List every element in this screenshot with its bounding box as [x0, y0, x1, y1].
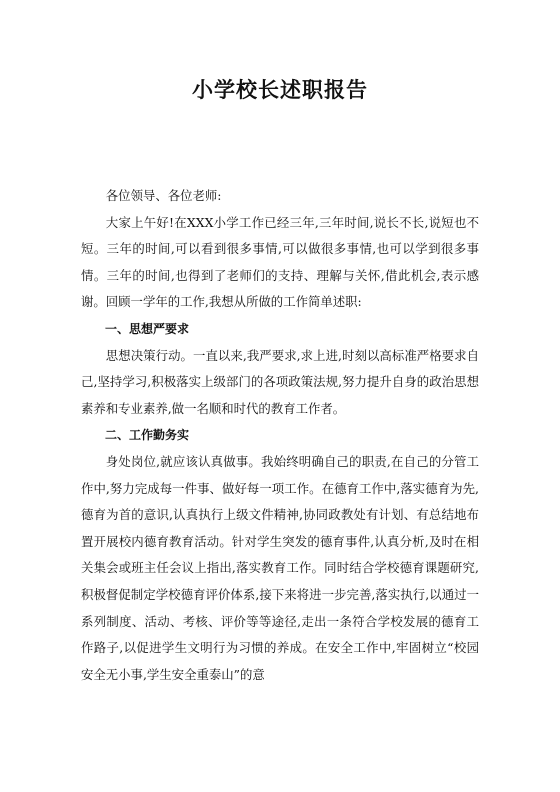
- intro-paragraph: 大家上午好!在XXX小学工作已经三年,三年时间,说长不长,说短也不短。三年的时间,可以看到很多事情,可以做很多事情,也可以学到很多事情。三年的时间,也得到了老师们的支持、理解与关怀,借此机会,表示感谢。回顾一学年的工作,我想从所做的工作简单述职:: [81, 214, 479, 310]
- section-heading-2: 二、工作勤务实: [105, 428, 190, 443]
- document-body: [81, 183, 479, 688]
- document-title: 小学校长述职报告: [192, 77, 368, 102]
- section-body-2: 身处岗位,就应该认真做事。我始终明确自己的职责,在自己的分管工作中,努力完成每一件事、做好每一项工作。在德育工作中,落实德育为先,德育为首的意识,认真执行上级文件精神,协同政教处有计划、有总结地布置开展校内德育教育活动。针对学生突发的德育事件,认真分析,及时在相关集会或班主任会议上指出,落实教育工作。同时结合学校德育课题研究,积极督促制定学校德育评价体系,接下来将进一步完善,落实执行,以通过一系列制度、活动、考核、评价等等途径,走出一条符合学校发展的德育工作路子,以促进学生文明行为习惯的养成。在安全工作中,牢固树立“校园安全无小事,学生安全重泰山”的意: [81, 453, 479, 682]
- section-heading-1: 一、思想严要求: [105, 321, 190, 336]
- section-body-1: 思想决策行动。一直以来,我严要求,求上进,时刻以高标准严格要求自己,坚持学习,积极落实上级部门的各项政策法规,努力提升自身的政治思想素养和专业素养,做一名顺和时代的教育工作者。: [81, 347, 479, 416]
- salutation: 各位领导、各位老师:: [105, 188, 222, 203]
